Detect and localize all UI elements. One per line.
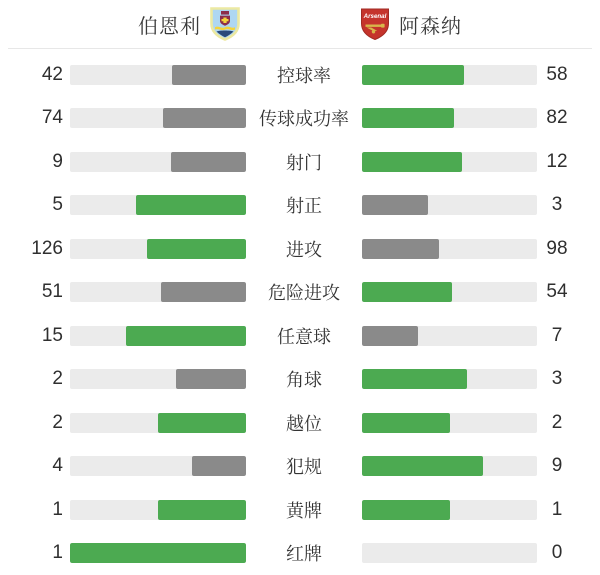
away-bar-track <box>362 282 537 302</box>
home-bar-fill <box>158 413 246 433</box>
away-value: 3 <box>551 368 563 390</box>
stat-label: 犯规 <box>286 457 322 478</box>
away-bar-track <box>362 195 537 215</box>
home-value: 1 <box>52 498 63 520</box>
team-away[interactable] <box>360 7 462 41</box>
home-bar-fill <box>147 239 246 259</box>
home-value: 5 <box>52 194 63 216</box>
home-value: 15 <box>41 324 63 346</box>
away-bar-track <box>362 413 537 433</box>
stats-list <box>0 49 600 575</box>
home-value: 74 <box>41 107 63 129</box>
home-value: 51 <box>41 281 63 303</box>
stat-label: 危险进攻 <box>268 283 340 304</box>
stat-label: 进攻 <box>286 239 322 260</box>
away-bar-track <box>362 543 537 563</box>
stat-label: 越位 <box>286 413 322 434</box>
away-value: 12 <box>546 150 568 172</box>
away-value: 3 <box>551 194 563 216</box>
home-bar-track <box>70 108 246 128</box>
stat-label: 角球 <box>286 370 322 391</box>
home-bar-track <box>70 239 246 259</box>
home-bar-fill <box>158 500 246 520</box>
home-bar-track <box>70 195 246 215</box>
home-value: 42 <box>41 63 63 85</box>
away-bar-fill <box>362 413 450 433</box>
stat-row <box>0 314 600 358</box>
away-value: 1 <box>551 498 563 520</box>
home-bar-track <box>70 413 246 433</box>
away-bar-fill <box>362 239 439 259</box>
home-bar-track <box>70 152 246 172</box>
stat-label: 射门 <box>286 152 322 173</box>
home-bar-fill <box>176 369 246 389</box>
home-value: 2 <box>52 411 63 433</box>
home-bar-fill <box>171 152 246 172</box>
home-bar-track <box>70 326 246 346</box>
stat-row <box>0 401 600 445</box>
away-value: 82 <box>546 107 568 129</box>
stat-label: 黄牌 <box>286 500 322 521</box>
home-value: 2 <box>52 368 63 390</box>
home-bar-track <box>70 543 246 563</box>
match-header <box>0 0 600 48</box>
away-bar-fill <box>362 282 452 302</box>
home-bar-fill <box>192 456 246 476</box>
away-value: 98 <box>546 237 568 259</box>
stat-label: 任意球 <box>277 326 331 347</box>
stat-label: 射正 <box>286 196 322 217</box>
away-bar-fill <box>362 456 483 476</box>
home-bar-fill <box>163 108 246 128</box>
away-bar-track <box>362 65 537 85</box>
away-bar-fill <box>362 500 450 520</box>
stat-label: 传球成功率 <box>259 109 349 130</box>
home-value: 4 <box>52 455 63 477</box>
home-bar-track <box>70 500 246 520</box>
away-bar-fill <box>362 369 467 389</box>
away-bar-fill <box>362 326 418 346</box>
away-value: 58 <box>546 63 568 85</box>
away-bar-fill <box>362 152 462 172</box>
away-bar-track <box>362 456 537 476</box>
stat-label: 红牌 <box>286 544 322 565</box>
away-team-name: 阿森纳 <box>399 15 462 38</box>
home-bar-track <box>70 369 246 389</box>
home-team-name: 伯恩利 <box>138 15 201 38</box>
away-bar-fill <box>362 65 464 85</box>
stat-label: 控球率 <box>277 65 331 86</box>
away-bar-track <box>362 239 537 259</box>
stat-row <box>0 445 600 489</box>
home-value: 1 <box>52 542 63 564</box>
home-bar-fill <box>126 326 246 346</box>
away-bar-track <box>362 152 537 172</box>
stat-row <box>0 532 600 575</box>
home-bar-fill <box>70 543 246 563</box>
home-value: 9 <box>52 150 63 172</box>
away-bar-fill <box>362 195 428 215</box>
stat-row <box>0 488 600 532</box>
away-bar-track <box>362 500 537 520</box>
away-value: 0 <box>551 542 563 564</box>
away-bar-fill <box>362 108 454 128</box>
home-bar-track <box>70 282 246 302</box>
stat-row <box>0 227 600 271</box>
team-home[interactable] <box>138 7 240 41</box>
burnley-crest-icon <box>210 7 240 41</box>
away-value: 7 <box>551 324 563 346</box>
away-value: 54 <box>546 281 568 303</box>
away-value: 9 <box>551 455 563 477</box>
arsenal-crest-icon <box>360 7 390 41</box>
away-value: 2 <box>551 411 563 433</box>
home-bar-fill <box>161 282 246 302</box>
home-bar-track <box>70 456 246 476</box>
stat-row <box>0 184 600 228</box>
stat-row <box>0 271 600 315</box>
away-bar-track <box>362 326 537 346</box>
stat-row <box>0 53 600 97</box>
stat-row <box>0 140 600 184</box>
stat-row <box>0 358 600 402</box>
stat-row <box>0 97 600 141</box>
home-bar-fill <box>172 65 246 85</box>
away-bar-track <box>362 108 537 128</box>
svg-text:Arsenal: Arsenal <box>363 13 387 20</box>
away-bar-track <box>362 369 537 389</box>
home-bar-track <box>70 65 246 85</box>
home-value: 126 <box>31 237 63 259</box>
home-bar-fill <box>136 195 246 215</box>
header-spacer <box>240 24 360 25</box>
